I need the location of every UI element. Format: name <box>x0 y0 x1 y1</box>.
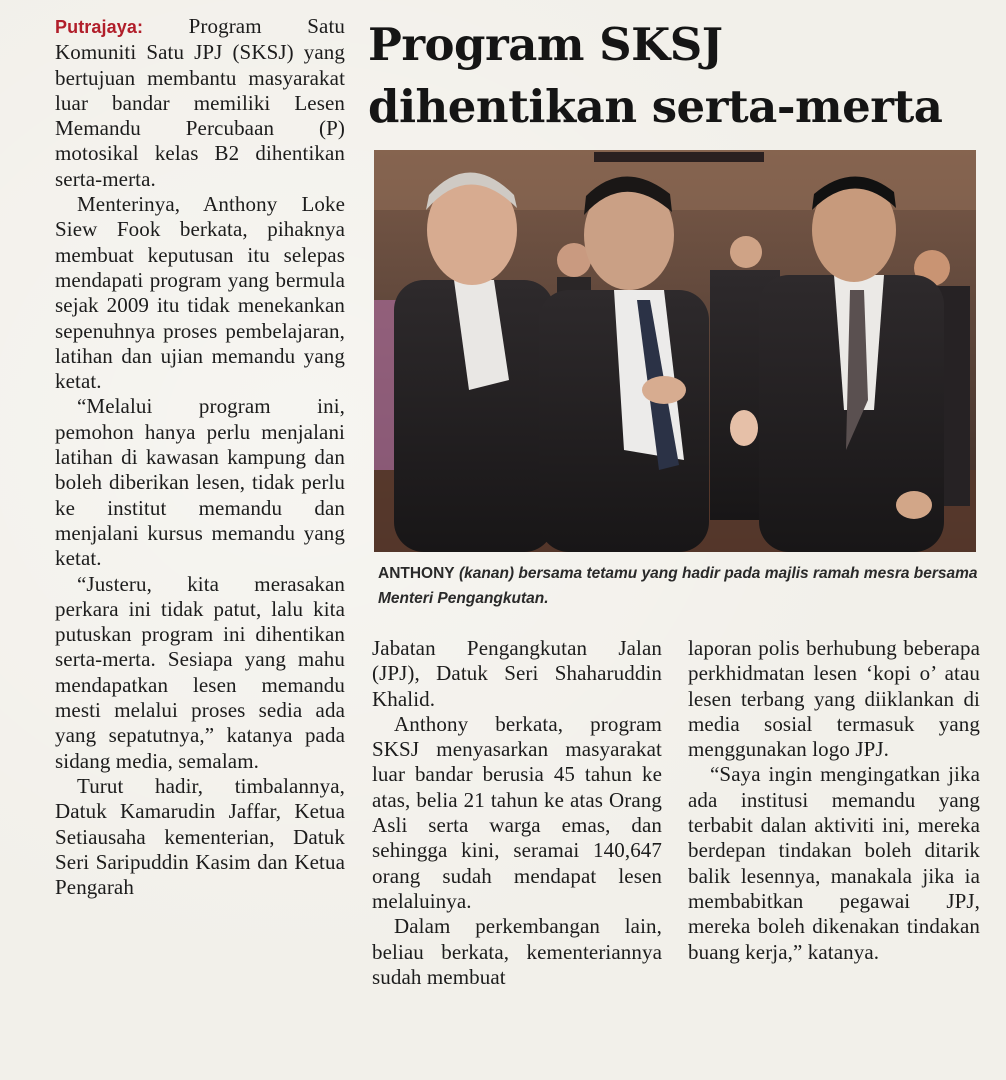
dateline: Putrajaya: <box>55 17 144 37</box>
caption-lead: ANTHONY <box>378 565 455 582</box>
paragraph: Anthony berkata, program SKSJ menyasarkan masyarakat luar bandar berusia 45 tahun ke atas, belia 21 tahun ke atas Orang Asli serta warga emas, dan sehingga kini, seramai 140,647 orang sudah mendapat lesen melaluinya. <box>372 711 662 913</box>
paragraph: Turut hadir, timbalannya, Datuk Kamarudin Jaffar, Ketua Setiausaha kementerian, Datuk Seri Saripuddin Kasim dan Ketua Pengarah <box>55 773 345 900</box>
article-column-3 <box>688 636 980 965</box>
paragraph: Menterinya, Anthony Loke Siew Fook berkata, pihaknya membuat keputusan itu selepas mendapati program yang bermula sejak 2009 itu tidak menekankan sepenuhnya proses pembelajaran, latihan dan ujian memandu yang ketat. <box>55 192 345 394</box>
paragraph: Dalam perkembangan lain, beliau berkata, kementeriannya sudah membuat <box>372 914 662 989</box>
article-column-2 <box>372 636 662 990</box>
paragraph <box>55 14 345 192</box>
paragraph: “Melalui program ini, pemohon hanya perlu menjalani latihan di kawasan kampung dan boleh diberikan lesen, tidak perlu ke institut memandu dan menjalani kursus memandu yang ketat. <box>55 394 345 571</box>
paragraph: Jabatan Pengangkutan Jalan (JPJ), Datuk Seri Shaharuddin Khalid. <box>372 636 662 711</box>
paragraph-text: Program Satu Komuniti Satu JPJ (SKSJ) yang bertujuan membantu masyarakat luar bandar memiliki Lesen Memandu Percubaan (P) motosikal kelas B2 dihentikan serta-merta. <box>55 14 345 191</box>
headline-line: Program SKSJ <box>368 18 723 71</box>
paragraph: laporan polis berhubung beberapa perkhidmatan lesen ‘kopi o’ atau lesen terbang yang diiklankan di media sosial termasuk yang menggunakan logo JPJ. <box>688 636 980 762</box>
headline-line: dihentikan serta-merta <box>368 80 943 133</box>
photo-caption <box>378 561 978 611</box>
headline <box>368 14 978 138</box>
article-column-1 <box>55 14 345 900</box>
paragraph: “Justeru, kita merasakan perkara ini tidak patut, lalu kita putuskan program ini dihentikan serta-merta. Sesiapa yang mahu mendapatkan lesen memandu mesti melalui proses sedia ada yang sepatutnya,” katanya pada sidang media, semalam. <box>55 571 345 773</box>
news-photo <box>374 150 976 552</box>
paragraph: “Saya ingin mengingatkan jika ada institusi memandu yang terbabit dalan aktiviti ini, mereka berdepan tindakan boleh ditarik balik lesennya, manakala jika ia membabitkan pegawai JPJ, mereka boleh dikenakan tindakan buang kerja,” katanya. <box>688 762 980 964</box>
caption-text: (kanan) bersama tetamu yang hadir pada majlis ramah mesra bersama Menteri Pengangkutan. <box>378 565 978 607</box>
